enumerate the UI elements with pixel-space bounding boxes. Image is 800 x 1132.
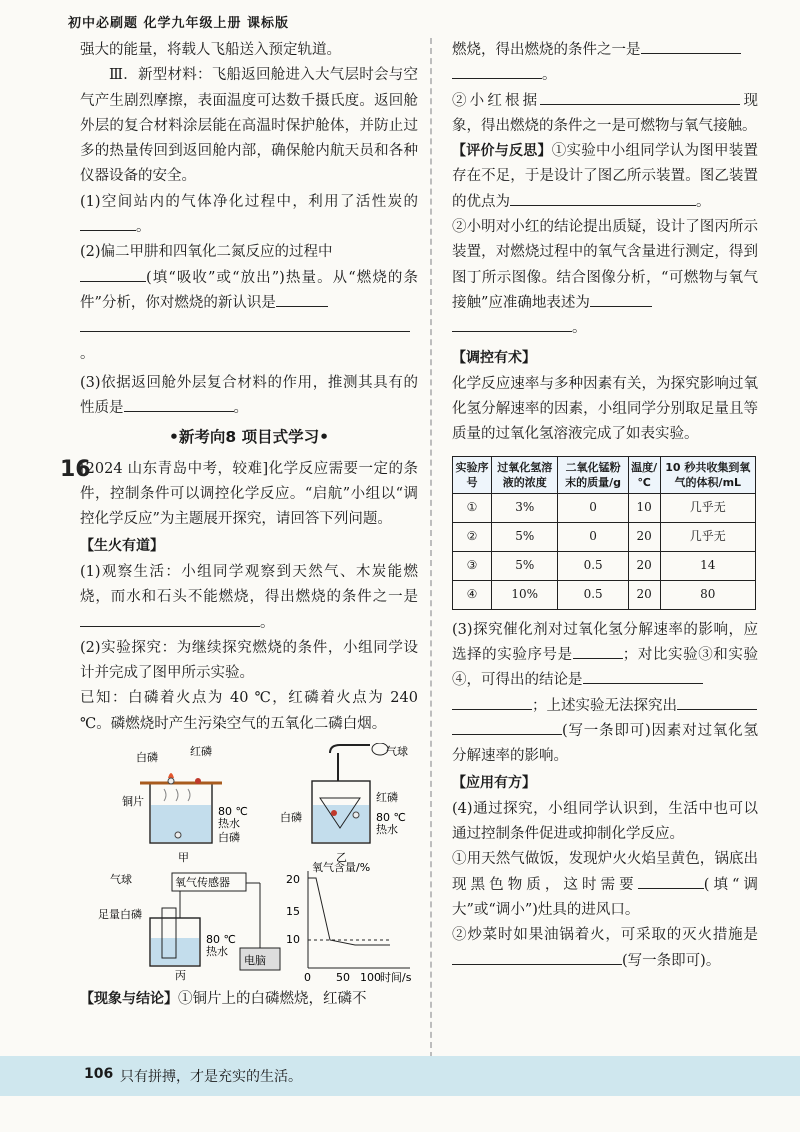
svg-text:时间/s: 时间/s (380, 971, 412, 984)
table-header-row (453, 456, 756, 493)
answer-blank[interactable] (124, 397, 234, 413)
table-row: ④ 10% 0.5 20 80 (453, 580, 756, 609)
question-3: (3)依据返回舱外层复合材料的作用，推测其具有的性质是 。 (80, 374, 418, 417)
answer-blank[interactable] (641, 39, 741, 55)
apparatus-jia (122, 744, 248, 864)
svg-text:白磷: 白磷 (218, 831, 240, 845)
table-row: ② 5% 0 20 几乎无 (453, 522, 756, 551)
known-facts: 已知：白磷着火点为 40 ℃，红磷着火点为 240 ℃。磷燃烧时产生污染空气的五氧化二磷白烟。 (80, 690, 418, 732)
evaluation-1: 【评价与反思】①实验中小组同学认为图甲装置存在不足，于是设计了图乙所示装置。图乙装置的优点为 。 (452, 143, 758, 210)
svg-text:50: 50 (336, 971, 350, 984)
answer-blank[interactable] (276, 291, 328, 307)
section-title: •新考向8 项目式学习• (169, 428, 329, 447)
paragraph-material: Ⅲ．新型材料：飞船返回舱进入大气层时会与空气产生剧烈摩擦，表面温度可达数千摄氏度。返回舱外层的复合材料涂层能在高温时保护舱体，并防止过多的热量传回到返回舱内部，确保舱内航天员和各种仪器设备的安全。 (80, 67, 418, 185)
svg-text:氧气含量/%: 氧气含量/% (312, 861, 371, 875)
svg-text:80 ℃热水: 80 ℃热水 (206, 933, 236, 959)
answer-blank[interactable] (590, 291, 652, 307)
table-header: 10 秒共收集到氧气的体积/mL (660, 456, 755, 493)
table-header: 二氧化锰粉末的质量/g (558, 456, 628, 493)
question-4: (4)通过探究，小组同学认识到，生活中也可以通过控制条件促进或抑制化学反应。 (452, 800, 758, 843)
section-heading: 【调控有术】 (452, 349, 536, 366)
table-header: 实验序号 (453, 456, 492, 493)
svg-text:足量白磷: 足量白磷 (98, 908, 142, 922)
footer-motto: 只有拼搏，才是充实的生活。 (120, 1069, 302, 1085)
table-header: 温度/℃ (628, 456, 660, 493)
svg-text:红磷: 红磷 (376, 791, 398, 805)
right-column (452, 38, 758, 974)
svg-text:80 ℃热水: 80 ℃热水 (376, 811, 406, 837)
svg-text:气球: 气球 (110, 873, 132, 887)
svg-text:白磷: 白磷 (280, 811, 302, 825)
question-experiment: (2)实验探究：为继续探究燃烧的条件，小组同学设计并完成了图甲所示实验。 (80, 639, 418, 682)
answer-blank[interactable] (80, 266, 146, 282)
conclusion-2: ②小红根据 现象，得出燃烧的条件之一是可燃物与氧气接触。 (452, 89, 758, 140)
svg-text:气球: 气球 (386, 745, 408, 759)
experiment-figure (80, 743, 418, 983)
svg-text:20: 20 (286, 873, 300, 887)
experiment-table (452, 456, 756, 610)
svg-text:15: 15 (286, 905, 300, 919)
table-row: ① 3% 0 10 几乎无 (453, 493, 756, 522)
answer-blank[interactable] (510, 190, 696, 206)
evaluation-2: ②小明对小红的结论提出质疑，设计了图丙所示装置，对燃烧过程中的氧气含量进行测定，得到图丁所示图像。结合图像分析，“可燃物与氧气接触”应准确地表述为 。 (452, 219, 758, 337)
question-2: (2)偏二甲肼和四氧化二氮反应的过程中 (填“吸收”或“放出”)热量。从“燃烧的条件”分析，你对燃烧的新认识是 。 (80, 244, 418, 362)
svg-text:丙: 丙 (175, 969, 186, 983)
question-observe: (1)观察生活：小组同学观察到天然气、木炭能燃烧，而水和石头不能燃烧，得出燃烧的条件之一是。 (80, 563, 418, 631)
answer-blank[interactable] (573, 644, 623, 660)
column-divider (430, 38, 432, 1058)
svg-text:铜片: 铜片 (122, 795, 144, 809)
question-16-intro: [2024 山东青岛中考，较难]化学反应需要一定的条件，控制条件可以调控化学反应。“启航”小组以“调控化学反应”为主题展开探究，请回答下列问题。 (80, 460, 418, 528)
table-header: 过氧化氢溶液的浓度 (492, 456, 558, 493)
answer-blank[interactable] (80, 611, 260, 627)
answer-blank[interactable] (452, 949, 622, 965)
apparatus-bing (98, 872, 280, 982)
svg-text:80 ℃热水: 80 ℃热水 (218, 805, 248, 831)
svg-text:甲: 甲 (178, 851, 189, 865)
apparatus-yi (280, 743, 408, 864)
answer-blank[interactable] (452, 694, 532, 710)
oxygen-chart (286, 860, 412, 983)
svg-text:10: 10 (286, 933, 300, 947)
table-row: ③ 5% 0.5 20 14 (453, 551, 756, 580)
answer-blank[interactable] (452, 317, 572, 333)
answer-blank[interactable] (80, 216, 136, 232)
svg-text:白磷: 白磷 (136, 751, 158, 765)
svg-text:氧气传感器: 氧气传感器 (175, 876, 230, 890)
left-column (60, 38, 418, 1012)
conclusion-1: 燃烧，得出燃烧的条件之一是 。 (452, 38, 758, 89)
answer-blank[interactable] (638, 873, 704, 889)
question-4-1: ①用天然气做饭，发现炉火火焰呈黄色，锅底出现黑色物质，这时需要 (填“调大”或“调小”)灶具的进风口。 (452, 851, 759, 919)
answer-blank[interactable] (452, 64, 542, 80)
control-intro: 化学反应速率与多种因素有关，为探究影响过氧化氢分解速率的因素，小组同学分别取足量且等质量的过氧化氢溶液完成了如表实验。 (452, 375, 758, 443)
section-heading: 【应用有方】 (452, 774, 536, 791)
question-number: 16 (60, 456, 91, 482)
section-heading: 【生火有道】 (80, 537, 164, 554)
svg-text:100: 100 (360, 971, 381, 984)
svg-text:红磷: 红磷 (190, 745, 212, 759)
answer-blank[interactable] (452, 719, 562, 735)
answer-blank[interactable] (540, 89, 740, 105)
svg-text:电脑: 电脑 (244, 954, 266, 968)
conclusion-start: 【现象与结论】①铜片上的白磷燃烧，红磷不 (80, 991, 367, 1008)
answer-blank[interactable] (80, 317, 410, 333)
running-header: 初中必刷题 化学九年级上册 课标版 (68, 16, 290, 31)
page-number: 106 (84, 1066, 114, 1082)
question-1: (1)空间站内的气体净化过程中，利用了活性炭的。 (80, 193, 418, 236)
paragraph-fuel: 强大的能量，将载人飞船送入预定轨道。 (80, 42, 341, 58)
question-4-2: ②炒菜时如果油锅着火，可采取的灭火措施是(写一条即可)。 (452, 927, 758, 969)
answer-blank[interactable] (583, 669, 703, 685)
answer-blank[interactable] (677, 694, 757, 710)
svg-text:0: 0 (304, 971, 311, 984)
svg-text:乙: 乙 (336, 851, 347, 865)
question-3-catalyst: (3)探究催化剂对过氧化氢分解速率的影响，应选择的实验序号是 ；对比实验③和实验④，可得出的结论是 ；上述实验无法探究出 (写一条即可)因素对过氧化氢分解速率的影响。 (452, 621, 758, 765)
